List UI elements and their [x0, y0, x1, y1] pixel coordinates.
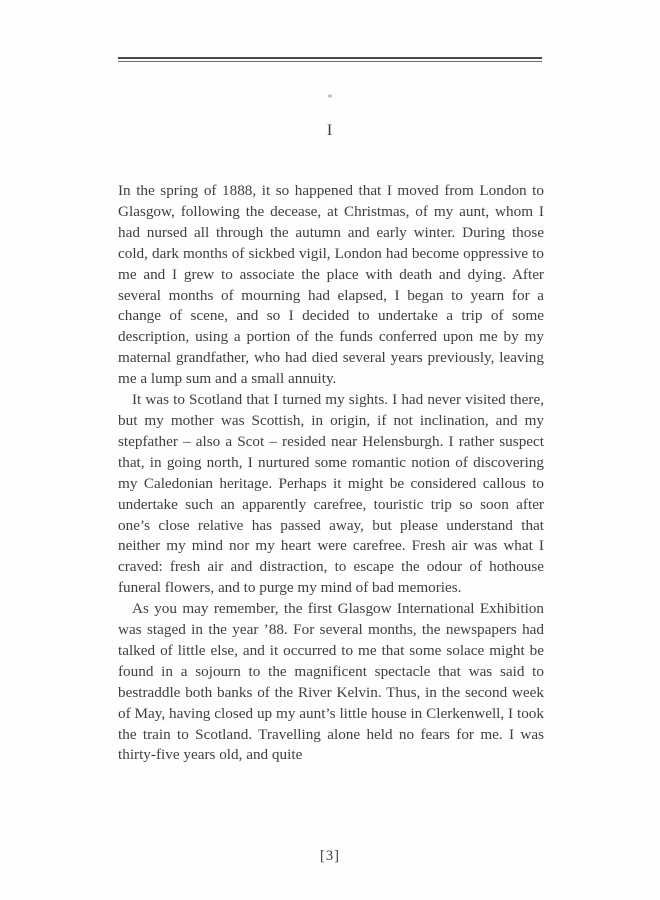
chapter-ornament: * — [327, 92, 333, 104]
header-rule-thick — [118, 57, 542, 59]
paragraph: As you may remember, the first Glasgow International Exhibition was staged in the year ’88. For several months, the newspapers had talked of little else, and it occurred to me that some solace might be found in a sojourn to the magnificent spectacle that was said to bestraddle both banks of the River Kelvin. Thus, in the second week of May, having closed up my aunt’s little house in Clerkenwell, I took the train to Scotland. Travelling alone held no fears for me. I was thirty-five years old, and quite — [118, 600, 544, 764]
body-text — [118, 181, 544, 766]
paragraph: It was to Scotland that I turned my sights. I had never visited there, but my mother was Scottish, in origin, if not inclination, and my stepfather – also a Scot – resided near Helensburgh. I rather suspect that, in going north, I nurtured some romantic notion of discovering my Caledonian heritage. Perhaps it might be considered callous to undertake such an apparently carefree, touristic trip so soon after one’s close relative has passed away, but please understand that neither my mind nor my heart were carefree. Fresh air was what I craved: fresh air and distraction, to escape the odour of hothouse funeral flowers, and to purge my mind of bad memories. — [118, 391, 544, 597]
paragraph: In the spring of 1888, it so happened that I moved from London to Glasgow, following the decease, at Christmas, of my aunt, whom I had nursed all through the autumn and early winter. During those cold, dark months of sickbed vigil, London had become oppressive to me and I grew to associate the place with death and dying. After several months of mourning had elapsed, I began to yearn for a change of scene, and so I decided to undertake a trip of some description, using a portion of the funds conferred upon me by my maternal grandfather, who had died several years previously, leaving me a lump sum and a small annuity. — [118, 182, 544, 388]
chapter-number: I — [326, 122, 334, 139]
page-number: [3] — [320, 848, 340, 864]
header-rule-thin — [118, 61, 542, 62]
